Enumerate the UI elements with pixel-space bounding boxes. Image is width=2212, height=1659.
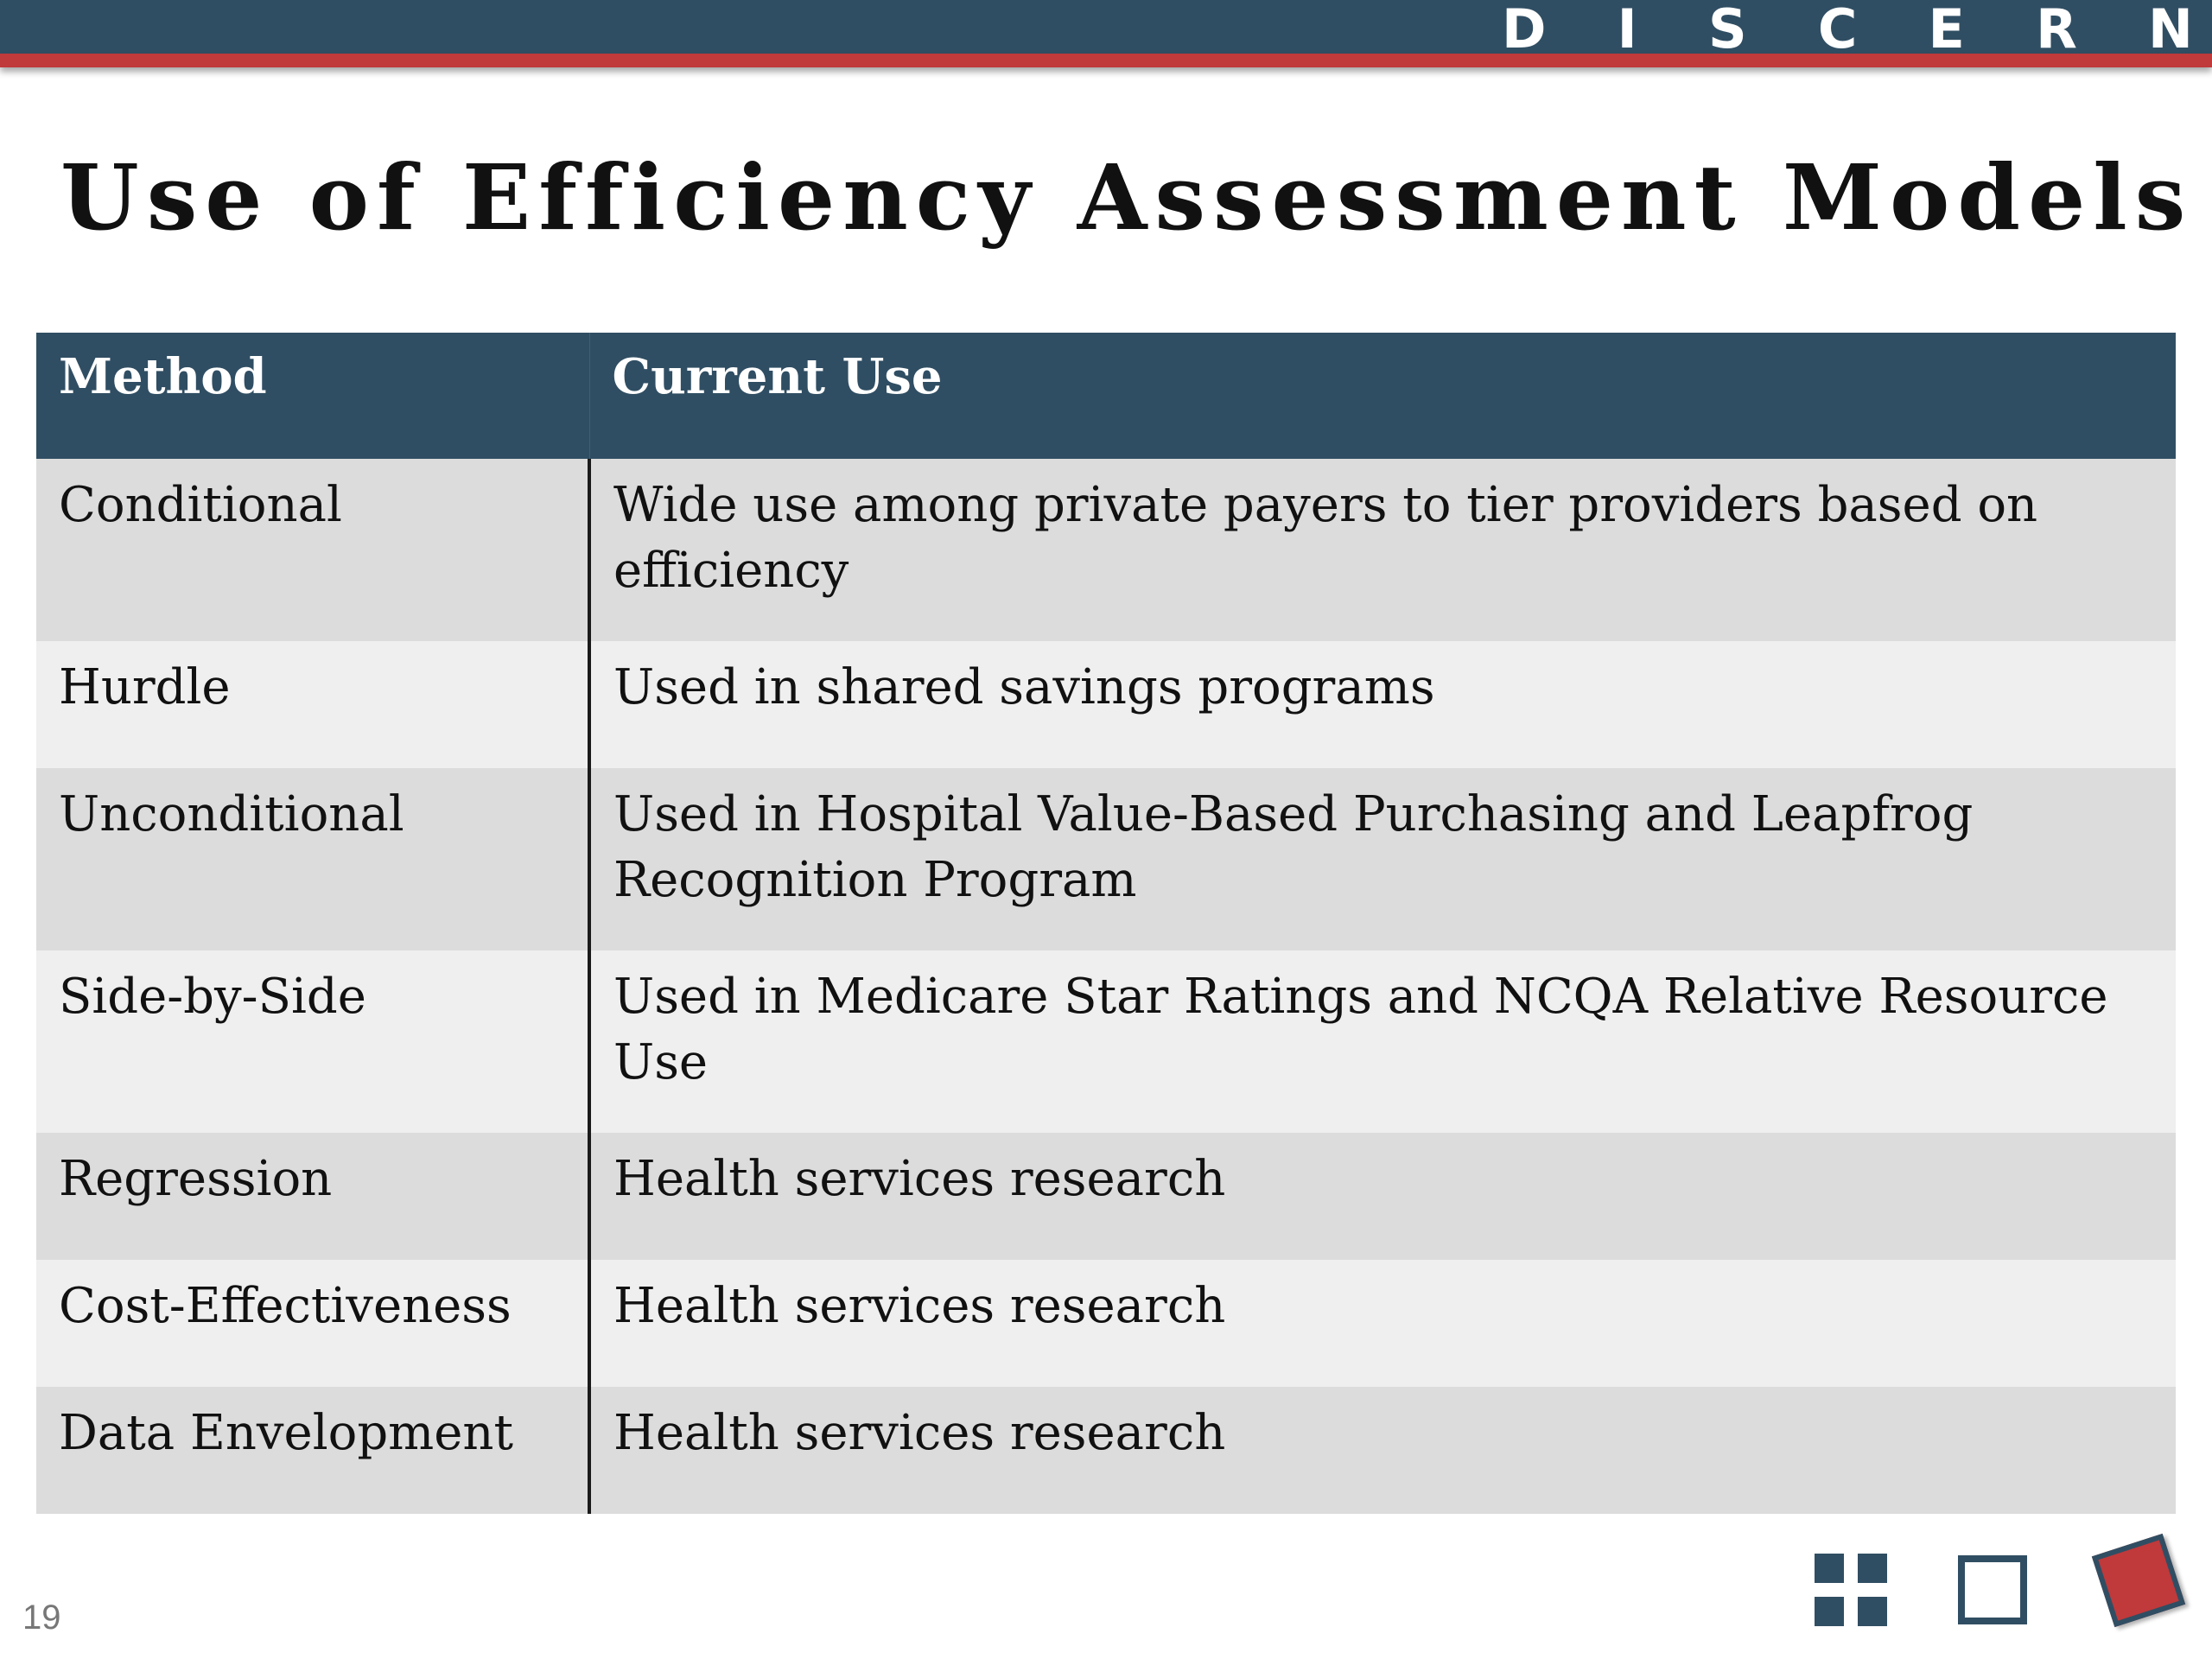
column-header-method: Method: [36, 333, 589, 459]
square-outline-icon: [1958, 1555, 2027, 1624]
table-row: [36, 459, 2176, 641]
efficiency-models-table: [36, 333, 2176, 1514]
table-row: [36, 1260, 2176, 1387]
brand-letter: C: [1817, 0, 1858, 60]
current-use-cell: Wide use among private payers to tier providers based on efficiency: [589, 459, 2176, 641]
grid-icon-cell: [1858, 1597, 1887, 1626]
tilted-square-icon: [2092, 1534, 2185, 1627]
method-cell: Cost-Effectiveness: [36, 1260, 589, 1387]
table-row: [36, 950, 2176, 1133]
table-row: [36, 1133, 2176, 1260]
brand-letter: R: [2036, 0, 2077, 60]
table-row: [36, 641, 2176, 768]
current-use-cell: Used in Medicare Star Ratings and NCQA Relative Resource Use: [589, 950, 2176, 1133]
current-use-cell: Health services research: [589, 1387, 2176, 1514]
grid-icon: [1815, 1554, 1887, 1626]
method-cell: Side-by-Side: [36, 950, 589, 1133]
method-cell: Regression: [36, 1133, 589, 1260]
method-cell: Data Envelopment: [36, 1387, 589, 1514]
brand-logo: [1502, 0, 2193, 60]
brand-letter: N: [2148, 0, 2193, 60]
brand-letter: D: [1502, 0, 1547, 60]
grid-icon-cell: [1858, 1554, 1887, 1583]
table-row: [36, 1387, 2176, 1514]
table-header-row: [36, 333, 2176, 459]
grid-icon-cell: [1815, 1597, 1844, 1626]
page-number: 19: [22, 1599, 61, 1637]
method-cell: Hurdle: [36, 641, 589, 768]
brand-letter: E: [1928, 0, 1965, 60]
current-use-cell: Used in Hospital Value-Based Purchasing and Leapfrog Recognition Program: [589, 768, 2176, 950]
method-cell: Conditional: [36, 459, 589, 641]
slide-title: Use of Efficiency Assessment Models: [60, 144, 2194, 251]
brand-letter: S: [1707, 0, 1747, 60]
method-cell: Unconditional: [36, 768, 589, 950]
current-use-cell: Health services research: [589, 1133, 2176, 1260]
current-use-cell: Health services research: [589, 1260, 2176, 1387]
column-header-current-use: Current Use: [589, 333, 2176, 459]
table-row: [36, 768, 2176, 950]
brand-letter: I: [1617, 0, 1637, 60]
header-stripe: [0, 54, 2212, 67]
grid-icon-cell: [1815, 1554, 1844, 1583]
current-use-cell: Used in shared savings programs: [589, 641, 2176, 768]
